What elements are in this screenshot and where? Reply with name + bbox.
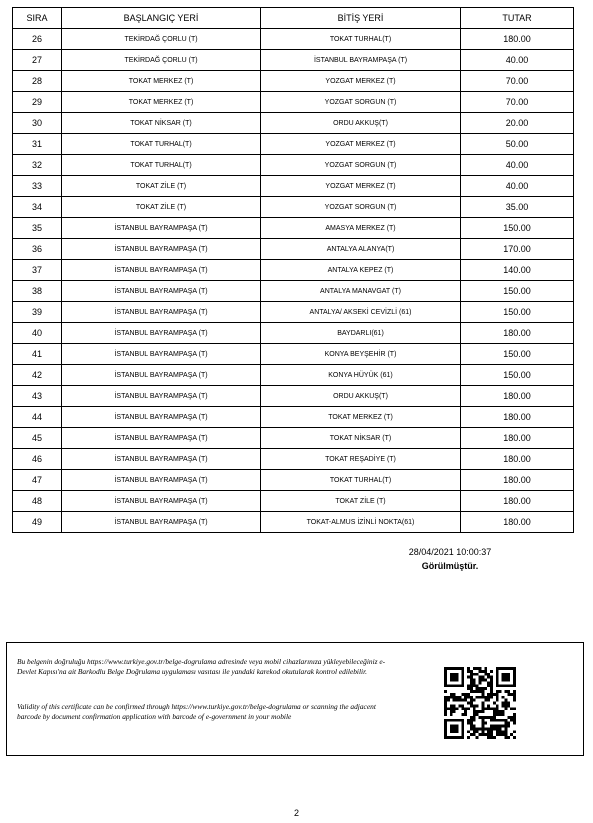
amount: 40.00 bbox=[461, 50, 574, 71]
amount: 150.00 bbox=[461, 365, 574, 386]
row-number: 29 bbox=[13, 92, 62, 113]
amount: 180.00 bbox=[461, 470, 574, 491]
table-row bbox=[13, 281, 574, 302]
start-place: İSTANBUL BAYRAMPAŞA (T) bbox=[62, 239, 261, 260]
start-place: İSTANBUL BAYRAMPAŞA (T) bbox=[62, 302, 261, 323]
amount: 150.00 bbox=[461, 218, 574, 239]
row-number: 45 bbox=[13, 428, 62, 449]
table-row bbox=[13, 365, 574, 386]
page-number: 2 bbox=[293, 808, 299, 818]
start-place: İSTANBUL BAYRAMPAŞA (T) bbox=[62, 260, 261, 281]
table-row bbox=[13, 113, 574, 134]
table-row bbox=[13, 491, 574, 512]
amount: 150.00 bbox=[461, 302, 574, 323]
start-place: TOKAT MERKEZ (T) bbox=[62, 71, 261, 92]
table-row bbox=[13, 344, 574, 365]
end-place: YOZGAT MERKEZ (T) bbox=[261, 71, 461, 92]
table-row bbox=[13, 323, 574, 344]
end-place: ORDU AKKUŞ(T) bbox=[261, 386, 461, 407]
end-place: YOZGAT SORGUN (T) bbox=[261, 92, 461, 113]
verification-text-tr: Bu belgenin doğruluğu https://www.turkiye.gov.tr/belge-dogrulama adresinde veya mobil cihazlarınıza yükleyebileceğiniz e-Devlet Kapısı'na ait Barkodlu Belge Doğrulama uygulaması vasıtası ile yandaki karekod okutularak kontrol edilebilir. bbox=[17, 657, 386, 676]
amount: 35.00 bbox=[461, 197, 574, 218]
row-number: 31 bbox=[13, 134, 62, 155]
start-place: İSTANBUL BAYRAMPAŞA (T) bbox=[62, 344, 261, 365]
amount: 20.00 bbox=[461, 113, 574, 134]
amount: 180.00 bbox=[461, 407, 574, 428]
row-number: 35 bbox=[13, 218, 62, 239]
start-place: İSTANBUL BAYRAMPAŞA (T) bbox=[62, 218, 261, 239]
row-number: 44 bbox=[13, 407, 62, 428]
table-row bbox=[13, 512, 574, 533]
table-row bbox=[13, 407, 574, 428]
stamp-status: Görülmüştür. bbox=[421, 561, 479, 571]
end-place: ANTALYA KEPEZ (T) bbox=[261, 260, 461, 281]
row-number: 39 bbox=[13, 302, 62, 323]
end-place: AMASYA MERKEZ (T) bbox=[261, 218, 461, 239]
end-place: TOKAT REŞADİYE (T) bbox=[261, 449, 461, 470]
table-row bbox=[13, 71, 574, 92]
end-place: TOKAT TURHAL(T) bbox=[261, 29, 461, 50]
table-row bbox=[13, 449, 574, 470]
amount: 150.00 bbox=[461, 281, 574, 302]
table-row bbox=[13, 218, 574, 239]
row-number: 47 bbox=[13, 470, 62, 491]
amount: 40.00 bbox=[461, 176, 574, 197]
header-sira: SIRA bbox=[13, 8, 62, 29]
end-place: TOKAT NİKSAR (T) bbox=[261, 428, 461, 449]
amount: 180.00 bbox=[461, 491, 574, 512]
start-place: İSTANBUL BAYRAMPAŞA (T) bbox=[62, 281, 261, 302]
table-row bbox=[13, 470, 574, 491]
start-place: İSTANBUL BAYRAMPAŞA (T) bbox=[62, 512, 261, 533]
amount: 180.00 bbox=[461, 512, 574, 533]
start-place: İSTANBUL BAYRAMPAŞA (T) bbox=[62, 470, 261, 491]
end-place: ORDU AKKUŞ(T) bbox=[261, 113, 461, 134]
end-place: ANTALYA MANAVGAT (T) bbox=[261, 281, 461, 302]
fare-table bbox=[12, 7, 574, 533]
start-place: İSTANBUL BAYRAMPAŞA (T) bbox=[62, 407, 261, 428]
start-place: TOKAT MERKEZ (T) bbox=[62, 92, 261, 113]
amount: 70.00 bbox=[461, 71, 574, 92]
amount: 180.00 bbox=[461, 323, 574, 344]
row-number: 30 bbox=[13, 113, 62, 134]
end-place: ANTALYA/ AKSEKİ CEVİZLİ (61) bbox=[261, 302, 461, 323]
amount: 180.00 bbox=[461, 29, 574, 50]
table-header-row bbox=[13, 8, 574, 29]
header-end-place: BİTİŞ YERİ bbox=[261, 8, 461, 29]
table-row bbox=[13, 50, 574, 71]
row-number: 36 bbox=[13, 239, 62, 260]
row-number: 42 bbox=[13, 365, 62, 386]
end-place: KONYA BEYŞEHİR (T) bbox=[261, 344, 461, 365]
approval-stamp bbox=[380, 547, 520, 571]
table-row bbox=[13, 29, 574, 50]
end-place: TOKAT TURHAL(T) bbox=[261, 470, 461, 491]
start-place: TOKAT ZİLE (T) bbox=[62, 176, 261, 197]
table-row bbox=[13, 176, 574, 197]
table-row bbox=[13, 155, 574, 176]
amount: 50.00 bbox=[461, 134, 574, 155]
amount: 40.00 bbox=[461, 155, 574, 176]
table-row bbox=[13, 239, 574, 260]
start-place: İSTANBUL BAYRAMPAŞA (T) bbox=[62, 449, 261, 470]
row-number: 32 bbox=[13, 155, 62, 176]
row-number: 43 bbox=[13, 386, 62, 407]
row-number: 49 bbox=[13, 512, 62, 533]
start-place: İSTANBUL BAYRAMPAŞA (T) bbox=[62, 386, 261, 407]
end-place: TOKAT ZİLE (T) bbox=[261, 491, 461, 512]
start-place: TOKAT TURHAL(T) bbox=[62, 155, 261, 176]
table-row bbox=[13, 302, 574, 323]
amount: 180.00 bbox=[461, 449, 574, 470]
start-place: TOKAT ZİLE (T) bbox=[62, 197, 261, 218]
start-place: İSTANBUL BAYRAMPAŞA (T) bbox=[62, 365, 261, 386]
row-number: 37 bbox=[13, 260, 62, 281]
header-start-place: BAŞLANGIÇ YERİ bbox=[62, 8, 261, 29]
row-number: 28 bbox=[13, 71, 62, 92]
start-place: TOKAT TURHAL(T) bbox=[62, 134, 261, 155]
row-number: 40 bbox=[13, 323, 62, 344]
amount: 70.00 bbox=[461, 92, 574, 113]
row-number: 33 bbox=[13, 176, 62, 197]
row-number: 38 bbox=[13, 281, 62, 302]
row-number: 48 bbox=[13, 491, 62, 512]
start-place: TEKİRDAĞ ÇORLU (T) bbox=[62, 50, 261, 71]
verification-text-en: Validity of this certificate can be confirmed through https://www.turkiye.gov.tr/belge-dogrulama or scanning the adjacent barcode by document confirmation application with barcode of e-government in your mobile bbox=[17, 702, 376, 721]
row-number: 41 bbox=[13, 344, 62, 365]
table-row bbox=[13, 92, 574, 113]
stamp-datetime: 28/04/2021 10:00:37 bbox=[408, 547, 492, 557]
end-place: TOKAT MERKEZ (T) bbox=[261, 407, 461, 428]
end-place: İSTANBUL BAYRAMPAŞA (T) bbox=[261, 50, 461, 71]
end-place: BAYDARLI(61) bbox=[261, 323, 461, 344]
row-number: 27 bbox=[13, 50, 62, 71]
start-place: TEKİRDAĞ ÇORLU (T) bbox=[62, 29, 261, 50]
end-place: ANTALYA ALANYA(T) bbox=[261, 239, 461, 260]
amount: 140.00 bbox=[461, 260, 574, 281]
end-place: YOZGAT MERKEZ (T) bbox=[261, 134, 461, 155]
table-row bbox=[13, 428, 574, 449]
table-row bbox=[13, 260, 574, 281]
end-place: YOZGAT SORGUN (T) bbox=[261, 155, 461, 176]
end-place: YOZGAT SORGUN (T) bbox=[261, 197, 461, 218]
end-place: YOZGAT MERKEZ (T) bbox=[261, 176, 461, 197]
header-amount: TUTAR bbox=[461, 8, 574, 29]
amount: 180.00 bbox=[461, 386, 574, 407]
start-place: TOKAT NİKSAR (T) bbox=[62, 113, 261, 134]
start-place: İSTANBUL BAYRAMPAŞA (T) bbox=[62, 491, 261, 512]
end-place: KONYA HÜYÜK (61) bbox=[261, 365, 461, 386]
qr-code-icon bbox=[444, 667, 516, 739]
row-number: 46 bbox=[13, 449, 62, 470]
table-row bbox=[13, 134, 574, 155]
table-row bbox=[13, 197, 574, 218]
start-place: İSTANBUL BAYRAMPAŞA (T) bbox=[62, 428, 261, 449]
amount: 180.00 bbox=[461, 428, 574, 449]
start-place: İSTANBUL BAYRAMPAŞA (T) bbox=[62, 323, 261, 344]
row-number: 26 bbox=[13, 29, 62, 50]
row-number: 34 bbox=[13, 197, 62, 218]
table-row bbox=[13, 386, 574, 407]
end-place: TOKAT-ALMUS İZİNLİ NOKTA(61) bbox=[261, 512, 461, 533]
amount: 170.00 bbox=[461, 239, 574, 260]
verification-box bbox=[6, 642, 584, 756]
amount: 150.00 bbox=[461, 344, 574, 365]
